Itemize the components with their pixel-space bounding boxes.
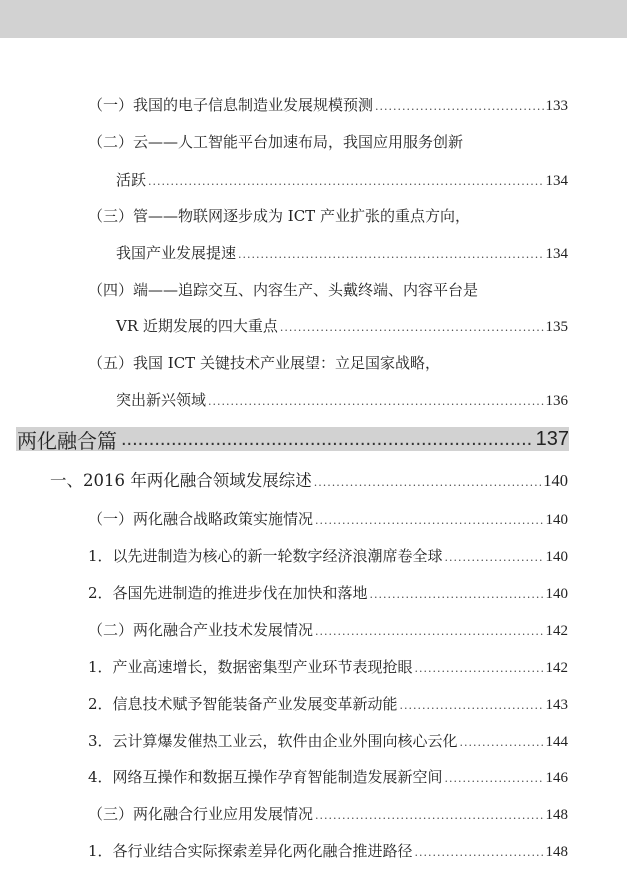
toc-entry-continuation: 我国产业发展提速 (116, 244, 237, 262)
page-number: 140 (545, 586, 568, 602)
leader-dots (315, 622, 543, 642)
toc-entry-label[interactable]: （四）端——追踪交互、内容生产、头戴终端、内容平台是 (88, 281, 479, 299)
leader-dots (280, 318, 544, 338)
page-number: 148 (545, 844, 568, 860)
toc-entry[interactable] (88, 841, 568, 863)
toc-entry[interactable] (88, 95, 568, 117)
leader-dots (208, 392, 543, 412)
toc-entry[interactable] (88, 804, 568, 826)
page-number: 142 (545, 623, 568, 639)
toc-entry[interactable] (88, 620, 568, 642)
page-number: 140 (545, 549, 568, 565)
toc-entry-label: 1．产业高速增长，数据密集型产业环节表现抢眼 (88, 658, 413, 676)
page-number: 142 (545, 660, 568, 676)
top-gray-band (0, 0, 627, 38)
toc-entry[interactable] (88, 657, 568, 679)
leader-dots (370, 585, 544, 605)
toc-entry-label: 2．各国先进制造的推进步伐在加快和落地 (88, 584, 368, 602)
leader-dots (238, 245, 543, 265)
toc-entry-continuation: VR 近期发展的四大重点 (116, 317, 278, 335)
toc-entry[interactable] (116, 316, 568, 338)
leader-dots (375, 97, 543, 117)
toc-entry-label: （一）两化融合战略政策实施情况 (88, 510, 314, 528)
leader-dots (121, 428, 532, 451)
page-number: 134 (545, 173, 568, 189)
leader-dots (400, 696, 544, 716)
page-number: 144 (545, 734, 568, 750)
toc-entry-label: （一）我国的电子信息制造业发展规模预测 (88, 96, 374, 114)
page-number: 137 (535, 427, 569, 450)
toc-entry-label: 1．各行业结合实际探索差异化两化融合推进路径 (88, 842, 413, 860)
leader-dots (315, 806, 543, 826)
page-number: 135 (545, 319, 568, 335)
page-number: 146 (545, 770, 568, 786)
leader-dots (148, 172, 543, 192)
toc-entry[interactable] (116, 243, 568, 265)
toc-entry-label: 2．信息技术赋予智能装备产业发展变革新动能 (88, 695, 398, 713)
page-number: 148 (545, 807, 568, 823)
page-number: 133 (545, 98, 568, 114)
part-heading-label: 两化融合篇 (17, 430, 117, 453)
toc-entry[interactable] (88, 694, 568, 716)
page-number: 140 (543, 471, 568, 490)
page-number: 136 (545, 393, 568, 409)
toc-entry-label: （三）两化融合行业应用发展情况 (88, 805, 314, 823)
leader-dots (415, 843, 544, 863)
leader-dots (460, 733, 544, 753)
page-number: 140 (545, 512, 568, 528)
toc-entry-label[interactable]: （二）云——人工智能平台加速布局，我国应用服务创新 (88, 133, 464, 151)
toc-entry[interactable] (88, 583, 568, 605)
chapter-entry[interactable] (50, 471, 568, 493)
part-heading[interactable] (16, 427, 569, 451)
leader-dots (415, 659, 544, 679)
leader-dots (445, 548, 544, 568)
toc-entry-label[interactable]: （三）管——物联网逐步成为 ICT 产业扩张的重点方向， (88, 207, 470, 225)
toc-entry-continuation: 突出新兴领域 (116, 391, 207, 409)
toc-entry[interactable] (88, 731, 568, 753)
leader-dots (315, 511, 543, 531)
page-number: 143 (545, 697, 568, 713)
chapter-label: 一、2016 年两化融合领域发展综述 (50, 471, 312, 490)
leader-dots (445, 769, 544, 789)
toc-entry[interactable] (116, 390, 568, 412)
page-number: 134 (545, 246, 568, 262)
toc-entry[interactable] (88, 509, 568, 531)
toc-entry-continuation: 活跃 (116, 171, 147, 189)
leader-dots (314, 473, 542, 493)
toc-entry-label: 3．云计算爆发催热工业云，软件由企业外围向核心云化 (88, 732, 458, 750)
toc-entry-label: （二）两化融合产业技术发展情况 (88, 621, 314, 639)
toc-entry-label[interactable]: （五）我国 ICT 关键技术产业展望：立足国家战略， (88, 354, 440, 372)
toc-entry[interactable] (116, 170, 568, 192)
toc-entry[interactable] (88, 546, 568, 568)
toc-entry-label: 4．网络互操作和数据互操作孕育智能制造发展新空间 (88, 768, 443, 786)
toc-entry[interactable] (88, 767, 568, 789)
toc-entry-label: 1．以先进制造为核心的新一轮数字经济浪潮席卷全球 (88, 547, 443, 565)
